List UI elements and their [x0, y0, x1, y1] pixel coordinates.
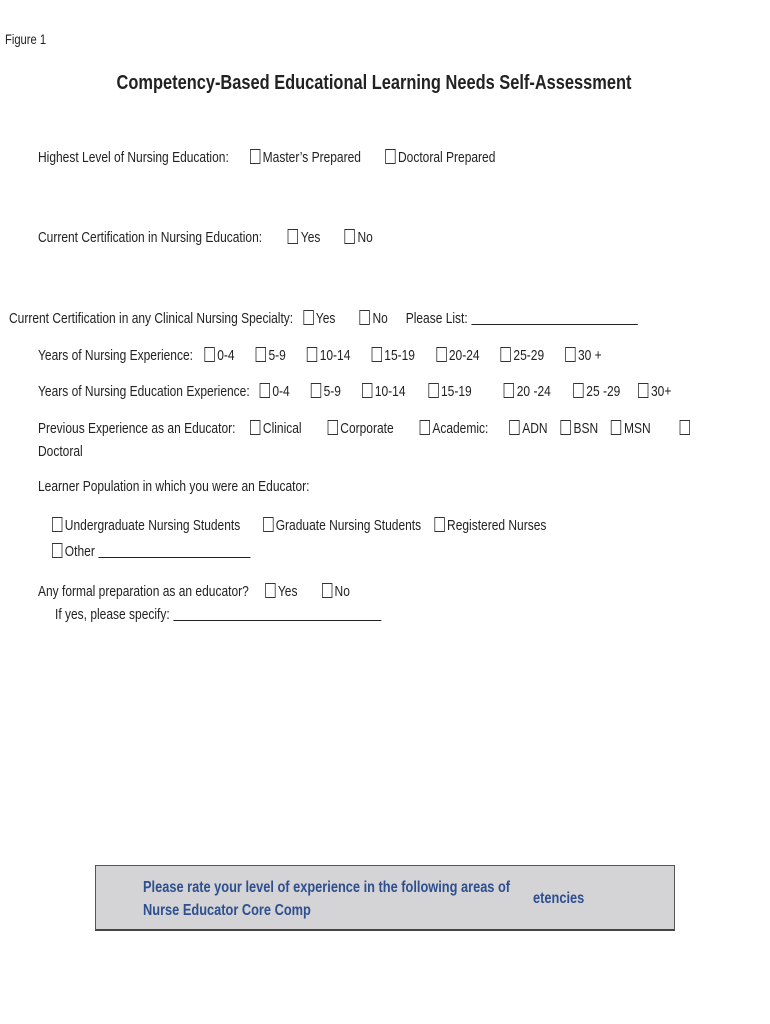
cert-clinical-yes[interactable]: Yes: [303, 310, 335, 327]
figure-label: Figure 1: [5, 31, 47, 47]
experience-option-corporate[interactable]: Corporate: [327, 420, 393, 437]
years-education-option[interactable]: 5-9: [311, 383, 341, 400]
checkbox-icon[interactable]: [680, 420, 690, 435]
years-nursing-option[interactable]: 25-29: [501, 347, 545, 364]
cert-education-row: [38, 229, 373, 247]
checkbox-icon[interactable]: [52, 543, 62, 558]
years-nursing-option[interactable]: 10-14: [307, 347, 351, 364]
checkbox-icon[interactable]: [573, 383, 583, 398]
page-title: Competency-Based Educational Learning Needs Self-Assessment: [116, 72, 632, 94]
learner-option-undergraduate[interactable]: Undergraduate Nursing Students: [52, 517, 240, 534]
rating-banner: [95, 865, 675, 931]
formal-prep-label: Any formal preparation as an educator?: [38, 583, 249, 600]
checkbox-icon[interactable]: [288, 229, 298, 244]
checkbox-icon[interactable]: [561, 420, 571, 435]
banner-line-2: Nurse Educator Core Comp: [143, 902, 311, 919]
checkbox-icon[interactable]: [322, 583, 332, 598]
specify-field[interactable]: [173, 606, 381, 621]
education-option-masters[interactable]: Master’s Prepared: [250, 149, 361, 166]
checkbox-icon[interactable]: [52, 517, 62, 532]
checkbox-icon[interactable]: [434, 517, 444, 532]
years-nursing-label: Years of Nursing Experience:: [38, 347, 193, 364]
experience-option-adn[interactable]: ADN: [509, 420, 547, 437]
years-nursing-row: [38, 347, 602, 365]
checkbox-icon[interactable]: [385, 149, 395, 164]
checkbox-icon[interactable]: [611, 420, 621, 435]
previous-experience-row: [38, 420, 693, 438]
formal-prep-yes[interactable]: Yes: [265, 583, 297, 600]
experience-option-bsn[interactable]: BSN: [561, 420, 598, 437]
education-label: Highest Level of Nursing Education:: [38, 149, 229, 166]
years-education-option[interactable]: 25 -29: [573, 383, 620, 400]
specify-row: [55, 606, 381, 624]
years-nursing-option[interactable]: 0-4: [204, 347, 234, 364]
years-nursing-option[interactable]: 15-19: [371, 347, 415, 364]
cert-education-yes[interactable]: Yes: [288, 229, 320, 246]
checkbox-icon[interactable]: [263, 517, 273, 532]
checkbox-icon[interactable]: [436, 347, 446, 362]
previous-experience-label: Previous Experience as an Educator:: [38, 420, 236, 437]
checkbox-icon[interactable]: [250, 420, 260, 435]
years-education-option[interactable]: 10-14: [362, 383, 406, 400]
formal-prep-row: [38, 583, 350, 601]
cert-clinical-no[interactable]: No: [360, 310, 388, 327]
checkbox-icon[interactable]: [371, 347, 381, 362]
checkbox-icon[interactable]: [509, 420, 519, 435]
checkbox-icon[interactable]: [345, 229, 355, 244]
learner-option-graduate[interactable]: Graduate Nursing Students: [263, 517, 421, 534]
learner-option-registered-nurses[interactable]: Registered Nurses: [434, 517, 546, 534]
experience-option-doctoral: Doctoral: [38, 443, 83, 460]
cert-education-no[interactable]: No: [345, 229, 373, 246]
learner-option-other[interactable]: Other: [52, 543, 95, 560]
years-education-label: Years of Nursing Education Experience:: [38, 383, 250, 400]
checkbox-icon[interactable]: [265, 583, 275, 598]
banner-line-1: Please rate your level of experience in the following areas of: [143, 879, 511, 896]
experience-option-msn[interactable]: MSN: [611, 420, 650, 437]
checkbox-icon[interactable]: [360, 310, 370, 325]
education-option-doctoral[interactable]: Doctoral Prepared: [385, 149, 495, 166]
years-education-option[interactable]: 30+: [638, 383, 671, 400]
page-title-wrap: [0, 72, 748, 95]
banner-line-2-tail: etencies: [533, 890, 585, 907]
years-nursing-option[interactable]: 30 +: [565, 347, 602, 364]
checkbox-icon[interactable]: [204, 347, 214, 362]
cert-education-label: Current Certification in Nursing Education:: [38, 229, 263, 246]
years-education-option[interactable]: 0-4: [260, 383, 290, 400]
years-nursing-option[interactable]: 20-24: [436, 347, 480, 364]
experience-option-academic[interactable]: Academic:: [420, 420, 489, 437]
checkbox-icon[interactable]: [250, 149, 260, 164]
checkbox-icon[interactable]: [362, 383, 372, 398]
checkbox-icon[interactable]: [420, 420, 430, 435]
years-education-row: [38, 383, 671, 401]
checkbox-icon[interactable]: [303, 310, 313, 325]
learner-population-label: Learner Population in which you were an Educator:: [38, 478, 310, 495]
experience-option-clinical[interactable]: Clinical: [250, 420, 301, 437]
checkbox-icon[interactable]: [307, 347, 317, 362]
cert-clinical-row: [9, 310, 637, 328]
specify-label: If yes, please specify:: [55, 606, 170, 623]
please-list-label: Please List:: [405, 310, 468, 327]
checkbox-icon[interactable]: [327, 420, 337, 435]
years-education-option[interactable]: 20 -24: [504, 383, 551, 400]
checkbox-icon[interactable]: [311, 383, 321, 398]
checkbox-icon[interactable]: [504, 383, 514, 398]
years-nursing-option[interactable]: 5-9: [256, 347, 286, 364]
formal-prep-no[interactable]: No: [322, 583, 350, 600]
checkbox-icon[interactable]: [638, 383, 648, 398]
checkbox-icon[interactable]: [501, 347, 511, 362]
checkbox-icon[interactable]: [256, 347, 266, 362]
checkbox-icon[interactable]: [565, 347, 575, 362]
checkbox-icon[interactable]: [428, 383, 438, 398]
please-list-field[interactable]: [471, 310, 637, 325]
education-row: [38, 149, 495, 167]
learner-population-row: [52, 517, 546, 535]
learner-other-row: [52, 543, 250, 561]
checkbox-icon[interactable]: [260, 383, 270, 398]
cert-clinical-label: Current Certification in any Clinical Nursing Specialty:: [9, 310, 294, 327]
years-education-option[interactable]: 15-19: [428, 383, 472, 400]
other-field[interactable]: [98, 543, 250, 558]
